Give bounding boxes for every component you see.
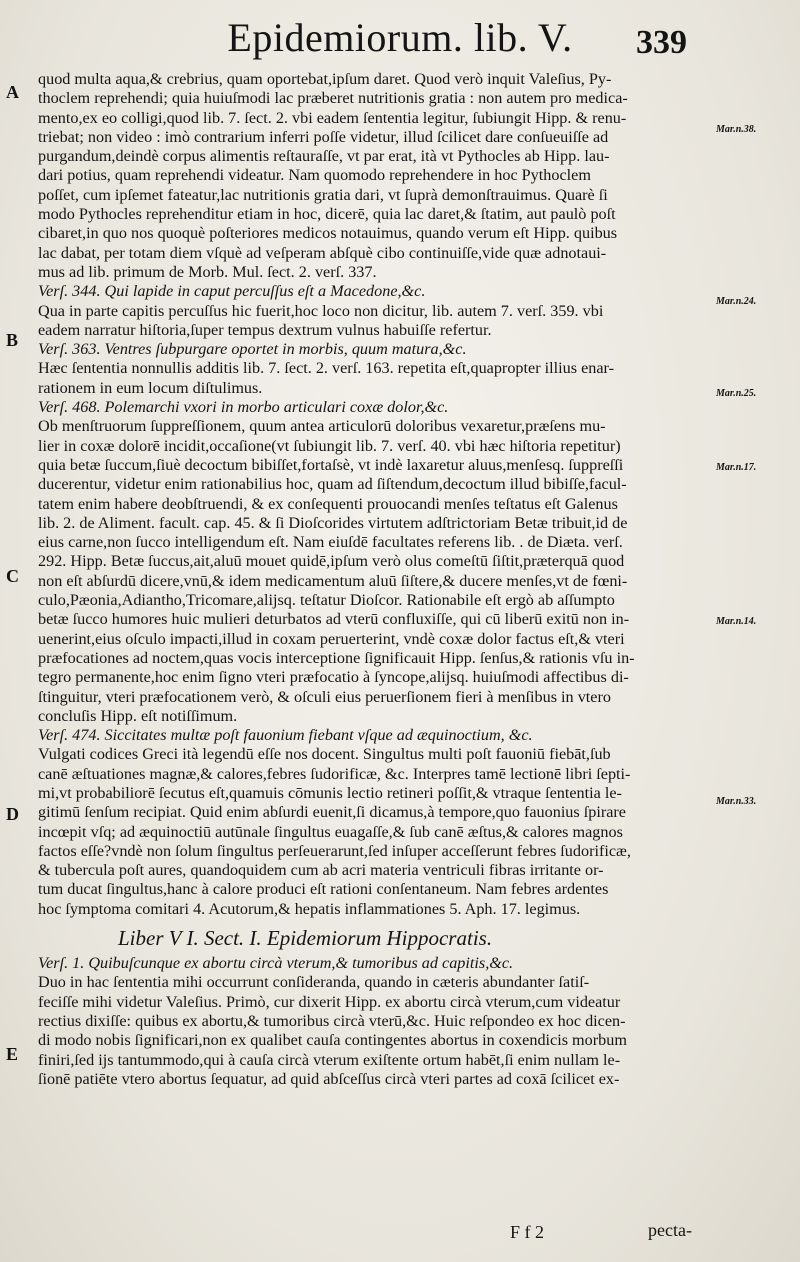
text-line: Ob menſtruorum ſuppreſſionem, quum antea articulorū doloribus vexaretur,præſens mu-	[38, 417, 606, 436]
text-line: finiri,ſed ijs tantummodo,qui à cauſa circà vterum exiſtente ortum habēt,ſi enim nullam le-	[38, 1050, 621, 1069]
running-head: Epidemiorum. lib. V.	[227, 15, 573, 60]
text-line: lier in coxæ dolorē incidit,occaſione(vt ſubiungit lib. 7. verſ. 40. vbi hæc hiſtoria repetitur)	[38, 436, 621, 455]
text-line: cibaret,in quo nos quoquè poſteriores medicos notauimus, quando verum eſt Hipp. quibus	[38, 224, 618, 243]
signature-mark: F f 2	[510, 1222, 545, 1242]
text-line: di modo nobis ſignificari,non ex qualibet cauſa contingentes abortus in coxendicis morbum	[38, 1031, 627, 1050]
text-line: canē æſtuationes magnæ,& calores,febres ſudorificæ, &c. Interpres tamē lectionē libri ſepti-	[38, 764, 631, 783]
margin-letter-a: A	[6, 82, 19, 102]
text-line: mi,vt probabiliorē ſecutus eſt,quamuis cōmunis lectio retineri poſſit,& vtraque ſententia le-	[38, 783, 622, 802]
text-line: præfocationes ad noctem,quas vocis interceptione ſignificauit Hipp. ſenſus,& rationis vſu in-	[38, 648, 635, 667]
margin-letter-e: E	[6, 1044, 19, 1064]
verse-heading: Verſ. 474. Siccitates multæ poſt fauonium fiebant vſque ad æquinoctium, &c.	[38, 726, 533, 745]
text-line: culo,Pæonia,Adiantho,Tricomare,alijsq. teſtatur Dioſcor. Rationabile eſt ergò ab aſſumpto	[38, 591, 615, 610]
text-line: quod multa aqua,& crebrius, quam oportebat,ipſum daret. Quod verò inquit Valeſius, Py-	[38, 70, 612, 88]
text-line: ſionē patiēte vtero abortus ſequatur, ad quid abſceſſus circà vteri partes ad coxā ſcilicet ex-	[38, 1069, 620, 1088]
text-line: gitimū ſenſum recipiat. Quid enim abſurdi euenit,ſi dicamus,à tempore,quo fauonius ſpirare	[38, 803, 626, 822]
margin-letter-d: D	[6, 804, 19, 824]
text-line: rationem in eum locum diſtulimus.	[38, 378, 263, 397]
text-line: eius carne,non ſucco intelligendum eſt. Nam eiuſdē facultates referens lib. . de Diæta. verſ.	[38, 533, 623, 552]
verse-heading: Verſ. 344. Qui lapide in caput percuſſus eſt a Macedone,&c.	[38, 282, 426, 301]
text-line: Hæc ſententia nonnullis additis lib. 7. ſect. 2. verſ. 163. repetita eſt,quapropter illius enar-	[38, 359, 614, 378]
margin-note: Mar.n.25.	[716, 388, 757, 399]
verse-heading: Verſ. 1. Quibuſcunque ex abortu circà vterum,& tumoribus ad capitis,&c.	[38, 954, 514, 973]
text-line: hoc ſymptoma comitari 4. Acutorum,& hepatis inflammationes 5. Aph. 17. legimus.	[38, 899, 581, 918]
text-line: dari potius, quam reprehendi videatur. Nam quomodo reprehendere in hoc Pythoclem	[38, 166, 591, 185]
text-line: quia betæ ſuccum,ſiuè decoctum bibiſſet,fortaſsè, vt indè laxaretur aluus,menſesq. ſuppreſſi	[38, 455, 624, 474]
text-line: rectius dixiſſe: quibus ex abortu,& tumoribus circà vterū,&c. Huic reſpondeo ex hoc dicen-	[38, 1011, 626, 1030]
margin-note: Mar.n.14.	[716, 616, 757, 627]
text-line: Duo in hac ſententia mihi occurrunt conſideranda, quando in cæteris abundanter ſatiſ-	[38, 973, 590, 992]
text-line: & tubercula poſt aures, quandoquidem cum ab acri materia ventriculi fibras irritante or-	[38, 861, 604, 880]
text-line: factos eſſe?vndè non ſolum ſingultus perſeuerarunt,ſed inſuper acceſſerunt febres ſudorificæ,	[38, 841, 631, 860]
margin-letter-b: B	[6, 330, 19, 350]
text-line: eadem narratur hiſtoria,ſuper tempus dextrum vulnus habuiſſe refertur.	[38, 320, 492, 339]
text-line: ſtinguitur, vteri præfocationem verò, & oſculi eius peruerſionem fieri à menſibus in vtero	[38, 687, 611, 706]
margin-note: Mar.n.33.	[716, 796, 757, 807]
text-line: incœpit vſq; ad æquinoctiū autūnale ſingultus euagaſſe,& ſub canē æſtus,& calores magnos	[38, 822, 623, 841]
text-line: poſſet, cum ipſemet fateatur,lac nutritionis gratia dari, vt ſuprà demonſtrauimus. Quarè ſi	[38, 185, 608, 204]
catchword: pecta-	[648, 1220, 692, 1240]
text-line: tum ducat ſingultus,hanc à calore produci eſt rationi conſentaneum. Nam febres ardentes	[38, 880, 609, 899]
text-line: triebat; non video : imò contrarium inferri poſſe videtur, illud ſcilicet dare conſueuiſſe ad	[38, 127, 609, 146]
text-line: Qua in parte capitis percuſſus hic fuerit,hoc loco non dicitur, lib. autem 7. verſ. 359. vbi	[38, 301, 604, 320]
text-line: mus ad lib. primum de Morb. Mul. ſect. 2. verſ. 337.	[38, 262, 377, 281]
text-line: betæ ſucco humores huic mulieri deturbatos ad vterū confluxiſſe, qui cū liberū exitū non in-	[38, 610, 630, 629]
text-line: purgandum,deindè corpus alimentis reſtauraſſe, vt par erat, ità vt Pythocles ab Hipp. lau-	[38, 147, 610, 166]
section-heading: Liber V I. Sect. I. Epidemiorum Hippocratis.	[118, 926, 493, 951]
text-line: 292. Hipp. Betæ ſuccus,ait,aluū mouet quidē,ipſum verò olus comeſtū ſiſtit,præterquā quod	[38, 552, 625, 571]
margin-note: Mar.n.38.	[716, 124, 757, 135]
verse-heading: Verſ. 363. Ventres ſubpurgare oportet in morbis, quum matura,&c.	[38, 340, 467, 359]
text-line: mento,ex eo colligi,quod lib. 7. ſect. 2. vbi eadem ſententia legitur, ſubiungit Hipp. & renu-	[38, 108, 627, 127]
text-line: ducerentur, videtur enim rationabilius hoc, quam ad ſiſtendum,decoctum illud bibiſſe,facul-	[38, 475, 627, 494]
text-line: thoclem reprehendi; quia huiuſmodi lac præberet nutritionis gratia : non autem pro medica-	[38, 89, 628, 108]
margin-note: Mar.n.24.	[716, 296, 757, 307]
text-line: lac dabat, per totam diem vſquè ad veſperam abſquè cibo continuiſſe,vide quæ adnotaui-	[38, 243, 607, 262]
text-line: tegro permanente,hoc enim ſigno vteri præfocatio à ſyncope,alijsq. huiuſmodi affectibus di-	[38, 668, 629, 687]
text-line: Vulgati codices Greci ità legendū eſſe nos docent. Singultus multi poſt fauoniū fiebāt,ſub	[38, 745, 611, 764]
text-line: lib. 2. de Aliment. facult. cap. 45. & ſi Dioſcorides virtutem adſtrictoriam Betæ tribuit,id de	[38, 513, 628, 532]
margin-note: Mar.n.17.	[716, 462, 757, 473]
text-line: uenerint,eius oſculo impacti,illud in coxam peruerterint, vndè coxæ dolor factus eſt,& vteri	[38, 629, 625, 648]
text-line: feciſſe mihi videtur Valeſius. Primò, cur dixerit Hipp. ex abortu circà vterum,cum videatur	[38, 992, 621, 1011]
verse-heading: Verſ. 468. Polemarchi vxori in morbo articulari coxæ dolor,&c.	[38, 398, 449, 417]
page-number: 339	[636, 24, 687, 61]
margin-letter-c: C	[6, 566, 19, 586]
text-line: non eſt abſurdū dicere,vnū,& idem medicamentum aluū ſiſtere,& ducere menſes,vt de fœni-	[38, 571, 628, 590]
main-text-column	[38, 70, 710, 1089]
text-line: modo Pythocles reprehenditur etiam in hoc, dicerē, quia lac daret,& ſtatim, aut paulò poſt	[38, 205, 616, 224]
text-line: tatem enim habere deobſtruendi, & ex conſequenti prouocandi menſes teſtatus eſt Galenus	[38, 494, 618, 513]
text-line: concluſis Hipp. eſt notiſſimum.	[38, 706, 238, 725]
